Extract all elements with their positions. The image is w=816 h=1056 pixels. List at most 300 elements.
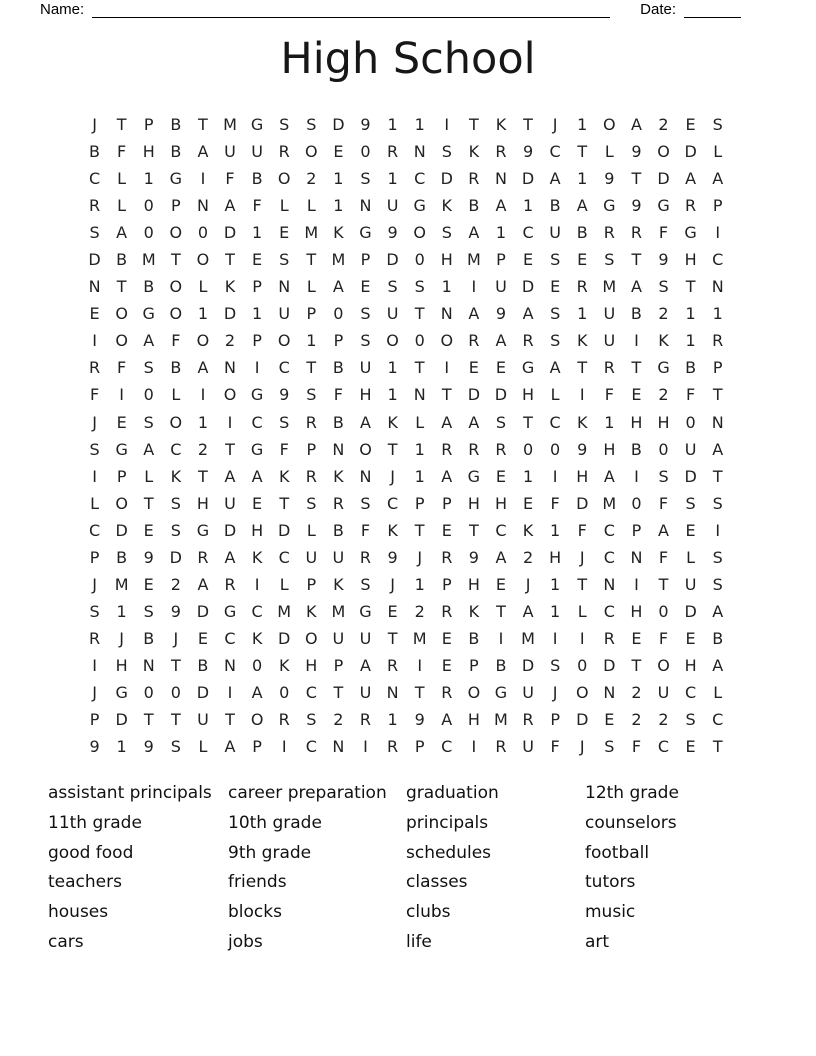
- grid-cell: A: [143, 331, 155, 351]
- grid-cell: I: [444, 115, 450, 135]
- grid-cell: I: [715, 520, 721, 540]
- grid-cell: H: [115, 655, 128, 675]
- grid-cell: L: [577, 601, 587, 621]
- grid-cell: 2: [170, 574, 181, 594]
- grid-cell: T: [170, 655, 181, 675]
- grid-cell: 1: [577, 304, 588, 324]
- grid-cell: J: [552, 115, 558, 135]
- grid-cell: T: [414, 520, 425, 540]
- grid-cell: D: [223, 304, 237, 324]
- grid-cell: 1: [441, 277, 452, 297]
- word-list-item: career preparation: [228, 783, 387, 803]
- grid-cell: C: [278, 547, 290, 567]
- grid-cell: S: [685, 710, 696, 730]
- grid-cell: S: [170, 493, 181, 513]
- grid-cell: 2: [631, 683, 642, 702]
- grid-cell: K: [441, 196, 453, 216]
- grid-cell: D: [494, 385, 508, 405]
- grid-cell: S: [360, 304, 371, 324]
- grid-cell: S: [712, 115, 723, 135]
- grid-cell: R: [603, 628, 615, 648]
- grid-cell: 1: [685, 331, 696, 351]
- grid-cell: H: [359, 385, 372, 405]
- grid-cell: D: [440, 169, 453, 189]
- grid-cell: G: [142, 304, 155, 324]
- grid-cell: F: [550, 493, 560, 513]
- grid-cell: I: [579, 628, 585, 648]
- grid-cell: M: [114, 574, 129, 594]
- grid-cell: H: [684, 250, 697, 270]
- grid-cell: M: [331, 601, 346, 621]
- name-blank-line: [92, 3, 610, 18]
- grid-cell: L: [604, 142, 614, 162]
- grid-cell: 0: [550, 439, 561, 459]
- grid-cell: D: [576, 493, 589, 513]
- grid-cell: T: [658, 574, 669, 594]
- word-list-item: principals: [406, 812, 489, 833]
- grid-cell: O: [440, 331, 454, 351]
- grid-cell: T: [116, 115, 127, 135]
- grid-cell: N: [224, 358, 236, 378]
- grid-cell: F: [577, 520, 587, 540]
- grid-cell: E: [279, 223, 290, 243]
- header-row: [40, 1, 741, 18]
- grid-cell: G: [521, 358, 535, 378]
- grid-cell: P: [143, 115, 154, 135]
- grid-cell: J: [92, 412, 97, 432]
- grid-cell: R: [305, 412, 317, 432]
- word-grid: [81, 111, 731, 760]
- grid-cell: M: [521, 628, 535, 648]
- grid-cell: 1: [550, 601, 561, 621]
- grid-cell: B: [170, 115, 182, 135]
- grid-cell: S: [550, 331, 561, 351]
- grid-cell: E: [685, 737, 696, 757]
- grid-cell: E: [252, 493, 263, 513]
- grid-cell: J: [525, 574, 531, 594]
- word-list-item: tutors: [585, 872, 636, 893]
- grid-cell: B: [116, 250, 128, 270]
- grid-cell: E: [387, 601, 398, 621]
- grid-cell: K: [576, 331, 588, 351]
- grid-cell: S: [441, 142, 452, 162]
- word-list-item: graduation: [406, 783, 499, 803]
- grid-cell: 1: [685, 304, 696, 324]
- grid-cell: B: [712, 628, 724, 648]
- word-list-item: 11th grade: [48, 812, 142, 833]
- grid-cell: K: [278, 466, 290, 486]
- grid-cell: U: [197, 710, 209, 730]
- grid-cell: B: [495, 655, 507, 675]
- grid-cell: A: [495, 547, 507, 567]
- grid-cell: B: [332, 412, 344, 432]
- grid-cell: I: [471, 277, 477, 297]
- grid-cell: O: [169, 277, 183, 297]
- grid-cell: K: [251, 547, 263, 567]
- grid-cell: P: [252, 277, 262, 297]
- grid-cell: D: [576, 710, 589, 730]
- grid-cell: U: [603, 331, 616, 351]
- grid-cell: G: [250, 385, 264, 405]
- grid-cell: B: [170, 142, 182, 162]
- grid-cell: 2: [306, 169, 317, 189]
- word-list-item: good food: [48, 842, 134, 863]
- grid-cell: B: [143, 628, 155, 648]
- grid-cell: A: [495, 331, 507, 351]
- grid-cell: C: [712, 710, 724, 730]
- grid-cell: R: [522, 710, 534, 730]
- grid-cell: D: [684, 466, 697, 486]
- grid-cell: 9: [577, 439, 588, 459]
- grid-cell: T: [712, 385, 723, 405]
- grid-cell: B: [468, 196, 480, 216]
- grid-cell: J: [92, 683, 97, 702]
- grid-cell: 1: [387, 115, 398, 135]
- grid-cell: B: [468, 628, 480, 648]
- grid-cell: N: [494, 169, 507, 189]
- grid-cell: S: [170, 520, 181, 540]
- grid-cell: R: [332, 493, 344, 513]
- grid-cell: H: [549, 547, 562, 567]
- grid-cell: F: [550, 737, 560, 757]
- grid-cell: E: [685, 628, 696, 648]
- grid-cell: L: [550, 385, 560, 405]
- grid-cell: K: [495, 115, 507, 135]
- grid-cell: R: [468, 331, 480, 351]
- grid-cell: T: [631, 655, 642, 675]
- grid-cell: 1: [522, 466, 534, 486]
- grid-cell: C: [657, 737, 670, 757]
- grid-cell: 0: [631, 493, 642, 513]
- grid-cell: C: [522, 223, 534, 243]
- grid-cell: H: [603, 439, 616, 459]
- grid-cell: U: [359, 358, 372, 378]
- grid-cell: F: [333, 385, 343, 405]
- grid-cell: D: [332, 115, 345, 135]
- grid-cell: K: [170, 466, 182, 486]
- grid-cell: N: [386, 683, 399, 702]
- grid-cell: T: [414, 358, 425, 378]
- grid-cell: U: [684, 574, 697, 594]
- grid-cell: U: [332, 547, 345, 567]
- grid-cell: T: [225, 439, 235, 459]
- grid-cell: M: [602, 277, 617, 297]
- grid-cell: N: [630, 547, 643, 567]
- grid-cell: 9: [522, 142, 534, 162]
- grid-cell: E: [89, 304, 100, 324]
- grid-cell: 2: [414, 601, 425, 621]
- grid-cell: 9: [495, 304, 507, 324]
- grid-cell: U: [251, 142, 263, 162]
- grid-cell: G: [494, 683, 508, 702]
- grid-cell: P: [333, 331, 344, 351]
- grid-cell: B: [576, 223, 588, 243]
- grid-cell: T: [577, 142, 588, 162]
- grid-cell: 0: [333, 304, 344, 324]
- grid-cell: M: [466, 250, 481, 270]
- grid-cell: H: [630, 601, 643, 621]
- grid-cell: S: [360, 574, 371, 594]
- grid-cell: I: [92, 466, 97, 486]
- grid-cell: T: [333, 683, 344, 702]
- grid-cell: A: [468, 304, 480, 324]
- date-label: Date:: [640, 1, 676, 18]
- grid-cell: 9: [360, 115, 371, 135]
- grid-cell: E: [522, 250, 534, 270]
- grid-cell: B: [630, 304, 642, 324]
- grid-cell: S: [550, 304, 561, 324]
- grid-cell: G: [196, 520, 210, 540]
- grid-cell: 9: [468, 547, 479, 567]
- grid-cell: S: [143, 358, 154, 378]
- grid-cell: 2: [658, 115, 669, 135]
- grid-cell: P: [712, 196, 723, 216]
- grid-cell: K: [387, 520, 398, 540]
- grid-cell: 0: [685, 412, 696, 432]
- grid-cell: F: [658, 223, 669, 243]
- grid-cell: D: [88, 250, 101, 270]
- grid-cell: T: [198, 115, 208, 135]
- grid-cell: S: [550, 250, 561, 270]
- grid-cell: S: [604, 737, 615, 757]
- grid-cell: R: [522, 331, 534, 351]
- grid-cell: D: [196, 683, 210, 702]
- grid-cell: C: [712, 250, 724, 270]
- grid-cell: A: [685, 169, 697, 189]
- grid-cell: 0: [143, 683, 154, 702]
- grid-cell: E: [441, 520, 452, 540]
- grid-cell: R: [278, 710, 290, 730]
- grid-cell: D: [115, 520, 128, 540]
- grid-cell: S: [279, 115, 290, 135]
- grid-cell: I: [715, 223, 721, 243]
- grid-cell: P: [414, 493, 425, 513]
- grid-cell: S: [143, 412, 154, 432]
- grid-cell: S: [441, 223, 452, 243]
- grid-cell: H: [196, 493, 209, 513]
- grid-cell: K: [468, 142, 480, 162]
- grid-cell: I: [444, 358, 450, 378]
- grid-cell: R: [88, 628, 101, 648]
- grid-cell: L: [279, 574, 289, 594]
- grid-cell: C: [88, 169, 101, 189]
- grid-cell: G: [223, 601, 237, 621]
- grid-cell: E: [143, 574, 154, 594]
- grid-cell: 9: [631, 142, 642, 162]
- grid-cell: I: [200, 385, 206, 405]
- grid-cell: T: [116, 277, 127, 297]
- grid-cell: T: [225, 710, 235, 730]
- grid-cell: K: [333, 466, 344, 486]
- grid-cell: N: [440, 304, 453, 324]
- grid-cell: 0: [143, 385, 154, 405]
- grid-cell: 9: [387, 547, 398, 567]
- grid-cell: O: [115, 493, 128, 513]
- grid-cell: C: [549, 412, 561, 432]
- grid-cell: H: [467, 574, 480, 594]
- grid-cell: G: [359, 223, 372, 243]
- grid-cell: R: [630, 223, 642, 243]
- word-list-column: [585, 779, 679, 958]
- grid-cell: M: [304, 223, 319, 243]
- grid-cell: L: [306, 196, 316, 216]
- grid-cell: D: [467, 385, 481, 405]
- grid-cell: 1: [252, 223, 263, 243]
- grid-cell: S: [712, 547, 723, 567]
- grid-cell: N: [332, 737, 345, 757]
- grid-cell: 1: [577, 115, 588, 135]
- grid-cell: D: [223, 520, 237, 540]
- grid-cell: E: [441, 655, 452, 675]
- grid-cell: E: [333, 142, 344, 162]
- grid-cell: 0: [279, 683, 290, 702]
- grid-cell: B: [116, 547, 128, 567]
- grid-cell: E: [522, 493, 534, 513]
- grid-cell: I: [634, 574, 639, 594]
- grid-cell: E: [360, 277, 371, 297]
- grid-cell: D: [603, 655, 616, 675]
- grid-cell: S: [658, 466, 669, 486]
- grid-cell: H: [305, 655, 318, 675]
- grid-cell: A: [197, 142, 209, 162]
- grid-cell: B: [197, 655, 209, 675]
- grid-cell: H: [630, 412, 643, 432]
- grid-cell: F: [658, 547, 669, 567]
- grid-cell: N: [413, 142, 426, 162]
- grid-cell: K: [333, 574, 344, 594]
- grid-cell: F: [279, 439, 289, 459]
- grid-cell: G: [413, 196, 426, 216]
- grid-cell: O: [250, 710, 264, 730]
- grid-cell: G: [359, 601, 372, 621]
- grid-cell: 9: [279, 385, 290, 405]
- grid-cell: S: [495, 412, 507, 432]
- grid-cell: 1: [116, 737, 127, 757]
- grid-cell: C: [88, 520, 101, 540]
- grid-cell: O: [169, 223, 183, 243]
- grid-cell: I: [254, 358, 260, 378]
- grid-cell: D: [196, 601, 210, 621]
- grid-cell: F: [631, 737, 642, 757]
- grid-cell: E: [495, 574, 506, 594]
- grid-cell: C: [685, 683, 697, 702]
- name-label: Name:: [40, 1, 85, 18]
- grid-cell: N: [224, 655, 236, 675]
- grid-cell: P: [116, 466, 127, 486]
- grid-cell: R: [712, 331, 724, 351]
- grid-cell: A: [441, 466, 453, 486]
- grid-cell: M: [277, 601, 292, 621]
- word-list: [48, 779, 679, 958]
- grid-cell: J: [579, 547, 585, 567]
- grid-cell: U: [332, 628, 345, 648]
- word-list-item: music: [585, 902, 636, 923]
- grid-cell: T: [712, 466, 723, 486]
- grid-cell: T: [306, 358, 317, 378]
- grid-cell: A: [630, 277, 642, 297]
- grid-cell: S: [89, 223, 100, 243]
- grid-cell: N: [359, 466, 372, 486]
- grid-cell: B: [630, 439, 642, 459]
- grid-cell: 2: [658, 385, 669, 405]
- grid-cell: P: [360, 250, 371, 270]
- grid-cell: 1: [387, 710, 398, 730]
- grid-cell: J: [92, 115, 97, 135]
- grid-cell: S: [360, 331, 371, 351]
- grid-cell: 0: [143, 196, 154, 216]
- grid-cell: L: [686, 547, 696, 567]
- grid-cell: D: [657, 169, 670, 189]
- word-list-item: art: [585, 931, 610, 952]
- date-blank-line: [684, 3, 741, 18]
- grid-cell: E: [577, 250, 588, 270]
- grid-cell: A: [522, 601, 534, 621]
- grid-cell: H: [522, 385, 535, 405]
- grid-cell: F: [686, 385, 696, 405]
- grid-cell: 2: [522, 547, 534, 567]
- grid-cell: P: [469, 655, 479, 675]
- grid-cell: U: [386, 304, 399, 324]
- word-list-item: 9th grade: [228, 842, 312, 863]
- grid-cell: M: [412, 628, 427, 648]
- word-list-item: blocks: [228, 902, 282, 923]
- grid-cell: S: [360, 493, 371, 513]
- grid-cell: P: [550, 710, 560, 730]
- grid-cell: A: [251, 466, 263, 486]
- grid-cell: A: [468, 223, 480, 243]
- grid-cell: T: [387, 439, 398, 459]
- grid-cell: I: [254, 574, 260, 594]
- grid-cell: U: [359, 683, 372, 702]
- grid-cell: H: [576, 466, 589, 486]
- grid-cell: 9: [143, 737, 154, 757]
- grid-cell: L: [117, 169, 127, 189]
- grid-cell: 1: [550, 574, 561, 594]
- grid-cell: R: [197, 547, 209, 567]
- grid-cell: P: [631, 520, 642, 540]
- grid-cell: O: [467, 683, 481, 702]
- grid-cell: F: [252, 196, 262, 216]
- grid-cell: U: [495, 277, 507, 297]
- grid-cell: C: [603, 601, 615, 621]
- grid-cell: A: [441, 710, 453, 730]
- grid-cell: T: [198, 466, 208, 486]
- grid-cell: O: [277, 331, 291, 351]
- grid-cell: O: [169, 304, 183, 324]
- word-list-column: [406, 779, 585, 958]
- grid-cell: 0: [360, 142, 371, 162]
- grid-cell: J: [552, 683, 558, 702]
- grid-cell: E: [550, 277, 561, 297]
- grid-cell: T: [170, 710, 181, 730]
- grid-cell: B: [332, 520, 344, 540]
- grid-cell: O: [223, 385, 237, 405]
- grid-cell: P: [252, 737, 262, 757]
- grid-cell: R: [441, 601, 453, 621]
- grid-cell: A: [224, 196, 236, 216]
- grid-cell: R: [603, 223, 615, 243]
- grid-cell: K: [278, 655, 290, 675]
- grid-cell: A: [360, 655, 371, 675]
- grid-cell: U: [684, 439, 697, 459]
- grid-cell: T: [496, 601, 506, 621]
- grid-cell: S: [279, 412, 290, 432]
- grid-cell: D: [386, 250, 399, 270]
- grid-cell: R: [387, 737, 399, 757]
- grid-cell: G: [684, 223, 697, 243]
- grid-cell: S: [685, 493, 696, 513]
- grid-cell: C: [278, 358, 290, 378]
